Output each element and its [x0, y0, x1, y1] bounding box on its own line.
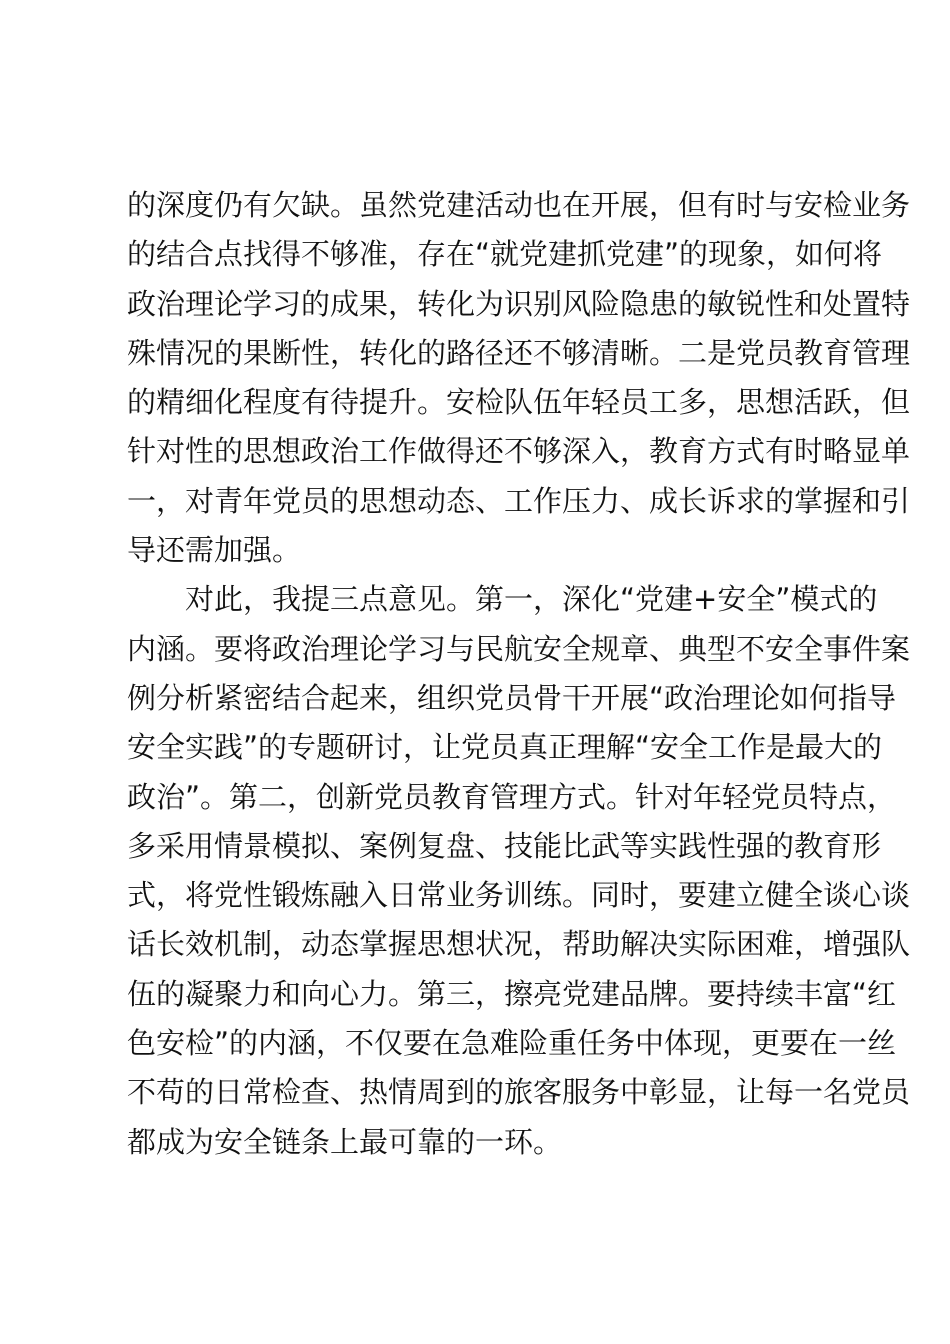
text-line: 色安检”的内涵，不仅要在急难险重任务中体现，更要在一丝 [127, 1026, 897, 1061]
text-line: 政治理论学习的成果，转化为识别风险隐患的敏锐性和处置特 [127, 286, 911, 321]
text-line: 一，对青年党员的思想动态、工作压力、成长诉求的掌握和引 [127, 483, 911, 518]
text-line: 话长效机制，动态掌握思想状况，帮助解决实际困难，增强队 [127, 927, 911, 962]
paragraph-1 [127, 181, 911, 575]
text-line: 多采用情景模拟、案例复盘、技能比武等实践性强的教育形 [127, 828, 882, 863]
text-line: 对此，我提三点意见。第一，深化“党建+安全”模式的 [185, 582, 878, 617]
text-line: 导还需加强。 [127, 533, 302, 568]
text-line: 的结合点找得不够准，存在“就党建抓党建”的现象，如何将 [127, 237, 883, 272]
text-line: 例分析紧密结合起来，组织党员骨干开展“政治理论如何指导 [127, 680, 897, 715]
text-line: 都成为安全链条上最可靠的一环。 [127, 1124, 563, 1159]
text-line: 针对性的思想政治工作做得还不够深入，教育方式有时略显单 [127, 434, 911, 469]
text-line: 的精细化程度有待提升。安检队伍年轻员工多，思想活跃，但 [127, 385, 911, 420]
text-line: 安全实践”的专题研讨，让党员真正理解“安全工作是最大的 [127, 730, 883, 765]
text-line: 殊情况的果断性，转化的路径还不够清晰。二是党员教育管理 [127, 335, 911, 370]
text-line: 的深度仍有欠缺。虽然党建活动也在开展，但有时与安检业务 [127, 188, 911, 222]
text-line: 政治”。第二，创新党员教育管理方式。针对年轻党员特点， [127, 779, 897, 814]
text-line: 伍的凝聚力和向心力。第三，擦亮党建品牌。要持续丰富“红 [127, 976, 897, 1011]
text-line: 内涵。要将政治理论学习与民航安全规章、典型不安全事件案 [127, 631, 911, 666]
text-line: 不苟的日常检查、热情周到的旅客服务中彰显，让每一名党员 [127, 1075, 911, 1110]
document-body [127, 181, 911, 1167]
paragraph-2 [127, 575, 911, 1167]
text-line: 式，将党性锻炼融入日常业务训练。同时，要建立健全谈心谈 [127, 878, 911, 913]
